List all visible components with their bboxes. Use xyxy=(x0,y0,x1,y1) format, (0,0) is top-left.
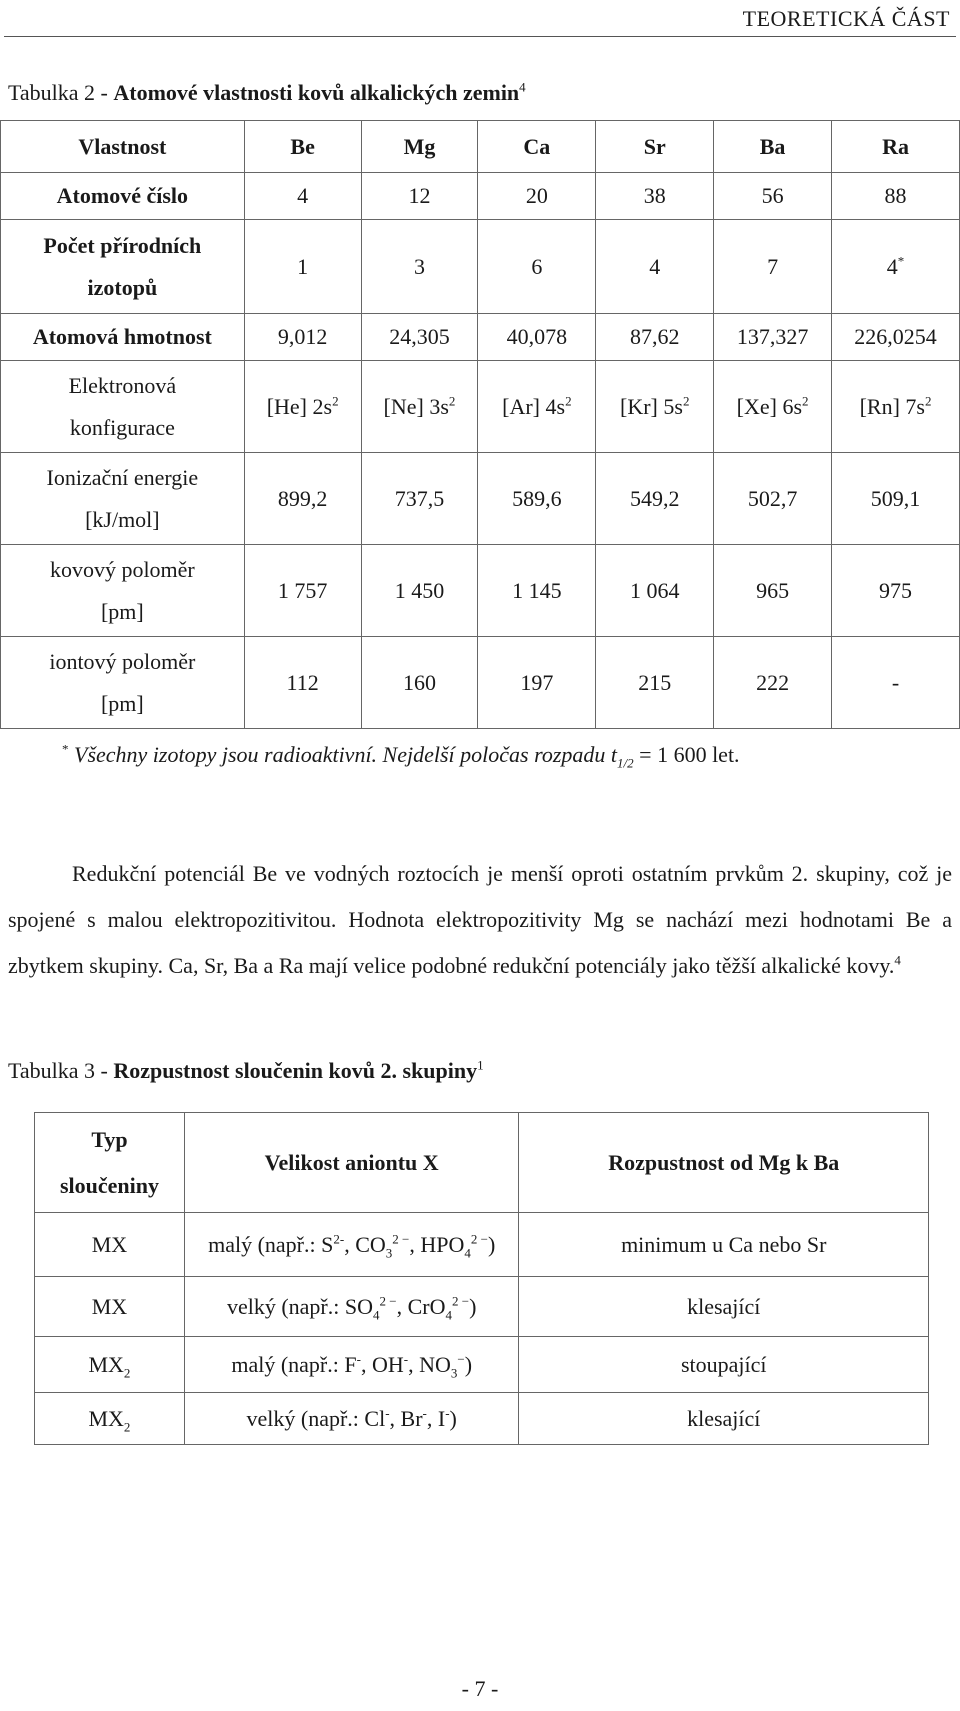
formula: HPO xyxy=(420,1231,465,1257)
config: [Rn] 7s xyxy=(859,393,925,419)
table2-row-label xyxy=(1,637,245,729)
table2-row xyxy=(1,637,960,729)
table2-row xyxy=(1,361,960,453)
paragraph-text: Redukční potenciál Be ve vodných roztocích je menší oproti ostatním prvkům 2. skupiny, což je spojené s malou elektropozitivitou. Hodnota elektropozitivity Mg se nachází mezi hodnotami Be a zbytkem skupiny. Ca, Sr, Ba a Ra mají velice podobné redukční potenciály jako těžší alkalické kovy. xyxy=(8,861,952,978)
config-exp: 2 xyxy=(802,393,809,409)
table3-anion-cell: malý (např.: $S^{2-}$, $CO_3^{2 -}$, $HPO_4^{2 -}$) xyxy=(184,1213,519,1277)
charge: - xyxy=(385,1405,390,1421)
table3-row xyxy=(35,1337,929,1393)
charge: − xyxy=(457,1351,465,1367)
table2-cell xyxy=(714,361,832,453)
label-line: Elektronová xyxy=(68,372,177,398)
label-line: Ionizační energie xyxy=(46,464,199,490)
table2-cell: - xyxy=(832,637,960,729)
table3-sol-cell: stoupající xyxy=(519,1337,929,1393)
table2-cell: 1 757 xyxy=(244,545,361,637)
table2-cell: 975 xyxy=(832,545,960,637)
formula: I xyxy=(437,1405,446,1431)
label-line: konfigurace xyxy=(69,414,175,440)
config: [Ne] 3s xyxy=(383,393,449,419)
table2-cell: 88 xyxy=(832,173,960,220)
table2-cell: 38 xyxy=(596,173,714,220)
anion-prefix: velký (např.: xyxy=(246,1405,365,1431)
table3-type-cell: MX xyxy=(35,1277,185,1337)
charge: - xyxy=(422,1405,427,1421)
formula: OH xyxy=(371,1351,404,1377)
table2-cell: 737,5 xyxy=(361,453,478,545)
table2-cell: 502,7 xyxy=(714,453,832,545)
table2-row xyxy=(1,173,960,220)
formula: NO xyxy=(419,1351,451,1377)
table2-cell: 226,0254 xyxy=(832,314,960,361)
table2-cell: 12 xyxy=(361,173,478,220)
table3-header-cell xyxy=(35,1113,185,1213)
table2-cell: 4 xyxy=(244,173,361,220)
paragraph-ref: 4 xyxy=(894,952,901,968)
label-line: [pm] xyxy=(100,598,144,624)
table2-cell xyxy=(478,361,596,453)
sub-index: 4 xyxy=(373,1306,380,1322)
header-line: sloučeniny xyxy=(59,1172,159,1198)
table3-caption xyxy=(8,1058,484,1084)
formula: Br xyxy=(400,1405,423,1431)
table2-caption xyxy=(8,80,526,106)
footnote-mark: * xyxy=(62,741,69,757)
table2-row xyxy=(1,453,960,545)
table3-row xyxy=(35,1277,929,1337)
table2-cell: 965 xyxy=(714,545,832,637)
table2-cell: 899,2 xyxy=(244,453,361,545)
table3-anion-cell: velký (např.: $SO_4^{2 -}$, CrO$_4^{2 -}$) xyxy=(184,1277,519,1337)
table2-cell: 1 145 xyxy=(478,545,596,637)
table2-header-cell: Vlastnost xyxy=(1,121,245,173)
charge: 2 − xyxy=(392,1231,410,1247)
table3 xyxy=(34,1112,929,1445)
table2-cell: 222 xyxy=(714,637,832,729)
table3-sol-cell: klesající xyxy=(519,1277,929,1337)
config: [Kr] 5s xyxy=(620,393,683,419)
table3-anion-cell: malý (např.: F-, OH-, $NO_3^-$) xyxy=(184,1337,519,1393)
table2-cell xyxy=(361,361,478,453)
table2-cell: 215 xyxy=(596,637,714,729)
table2-row-label xyxy=(1,453,245,545)
table2-cell: 589,6 xyxy=(478,453,596,545)
table3-sol-cell: minimum u Ca nebo Sr xyxy=(519,1213,929,1277)
table2-cell: 4 xyxy=(596,220,714,314)
table2-caption-prefix: Tabulka 2 - xyxy=(8,80,114,105)
table2-cell: 6 xyxy=(478,220,596,314)
formula: CrO xyxy=(407,1293,446,1319)
config-exp: 2 xyxy=(565,393,572,409)
config: [He] 2s xyxy=(266,393,333,419)
table3-type-cell: MX xyxy=(35,1213,185,1277)
table2 xyxy=(0,120,960,729)
table2-row-label xyxy=(1,220,245,314)
table2-header-cell: Sr xyxy=(596,121,714,173)
table2-cell: 1 450 xyxy=(361,545,478,637)
sub-index: 4 xyxy=(464,1244,471,1260)
formula: CO xyxy=(355,1231,386,1257)
label-line: Počet přírodních xyxy=(43,232,202,258)
table2-cell: 3 xyxy=(361,220,478,314)
table2-header-cell: Be xyxy=(244,121,361,173)
table3-caption-ref: 1 xyxy=(477,1057,484,1073)
table2-caption-ref: 4 xyxy=(519,79,526,95)
charge: 2- xyxy=(333,1231,345,1247)
table2-header-cell: Ba xyxy=(714,121,832,173)
config-exp: 2 xyxy=(332,393,339,409)
table2-cell: 24,305 xyxy=(361,314,478,361)
table2-cell: 137,327 xyxy=(714,314,832,361)
config-exp: 2 xyxy=(924,393,932,409)
config-exp: 2 xyxy=(682,393,690,409)
table2-cell: 1 064 xyxy=(596,545,714,637)
label-line: [pm] xyxy=(100,690,144,716)
anion-prefix: malý (např.: xyxy=(231,1351,345,1377)
anion-prefix: malý (např.: xyxy=(208,1231,322,1257)
table2-header-cell: Ca xyxy=(478,121,596,173)
table3-caption-title: Rozpustnost sloučenin kovů 2. skupiny xyxy=(113,1058,478,1083)
table2-row xyxy=(1,220,960,314)
table2-cell xyxy=(832,361,960,453)
table3-header-row xyxy=(35,1113,929,1213)
formula: SO xyxy=(344,1293,373,1319)
table2-header-cell: Ra xyxy=(832,121,960,173)
asterisk-mark: * xyxy=(897,253,905,269)
charge: - xyxy=(445,1405,450,1421)
charge: - xyxy=(356,1351,361,1367)
table3-row xyxy=(35,1393,929,1445)
sub-index: 4 xyxy=(445,1306,452,1322)
charge: 2 − xyxy=(379,1293,397,1309)
table2-cell: 509,1 xyxy=(832,453,960,545)
config: [Ar] 4s xyxy=(502,393,566,419)
table2-cell: 56 xyxy=(714,173,832,220)
table2-cell: 20 xyxy=(478,173,596,220)
table2-cell xyxy=(832,220,960,314)
charge: 2 − xyxy=(470,1231,488,1247)
table2-caption-title: Atomové vlastnosti kovů alkalických zemin xyxy=(113,80,520,105)
table2-cell: 112 xyxy=(244,637,361,729)
table2-row-label: Atomové číslo xyxy=(1,173,245,220)
table2-cell: 40,078 xyxy=(478,314,596,361)
table2-row-label xyxy=(1,361,245,453)
charge: 2 − xyxy=(451,1293,470,1309)
table2-cell: 1 xyxy=(244,220,361,314)
table2-cell: 160 xyxy=(361,637,478,729)
charge: - xyxy=(403,1351,409,1367)
table3-type-cell xyxy=(35,1393,185,1445)
formula: F xyxy=(344,1351,357,1377)
header-rule xyxy=(4,36,956,37)
formula: Cl xyxy=(364,1405,386,1431)
type-formula: MX xyxy=(88,1405,124,1431)
label-line: kovový poloměr xyxy=(49,556,195,582)
table2-cell: 7 xyxy=(714,220,832,314)
table2-cell: 197 xyxy=(478,637,596,729)
table3-caption-prefix: Tabulka 3 - xyxy=(8,1058,114,1083)
formula: S xyxy=(321,1231,334,1257)
label-line: iontový poloměr xyxy=(49,648,196,674)
table3-header-cell: Rozpustnost od Mg k Ba xyxy=(519,1113,929,1213)
paragraph xyxy=(8,851,952,989)
table2-header-row xyxy=(1,121,960,173)
table2-cell: 549,2 xyxy=(596,453,714,545)
label-line: [kJ/mol] xyxy=(85,506,160,532)
page-number: - 7 - xyxy=(461,1676,499,1701)
table3-sol-cell: klesající xyxy=(519,1393,929,1445)
footnote-text: Všechny izotopy jsou radioaktivní. Nejdelší poločas rozpadu t xyxy=(74,742,618,767)
anion-prefix: velký (např.: xyxy=(226,1293,345,1319)
table3-header-cell: Velikost aniontu X xyxy=(184,1113,519,1213)
table2-cell: 9,012 xyxy=(244,314,361,361)
table3-row xyxy=(35,1213,929,1277)
table2-row xyxy=(1,314,960,361)
table2-header-cell: Mg xyxy=(361,121,478,173)
sub-index: 3 xyxy=(385,1244,393,1260)
table2-cell: 87,62 xyxy=(596,314,714,361)
table2-footnote xyxy=(62,741,740,771)
table2-cell xyxy=(244,361,361,453)
table3-type-cell xyxy=(35,1337,185,1393)
table3-anion-cell: velký (např.: Cl-, Br-, I-) xyxy=(184,1393,519,1445)
sub-index: 3 xyxy=(450,1364,458,1380)
footnote-rest: = 1 600 let. xyxy=(633,742,740,767)
config-exp: 2 xyxy=(448,393,456,409)
table2-row-label: Atomová hmotnost xyxy=(1,314,245,361)
table2-row-label xyxy=(1,545,245,637)
header-line: Typ xyxy=(91,1126,128,1152)
cell-value: 4 xyxy=(886,253,898,279)
label-line: izotopů xyxy=(87,274,158,300)
config: [Xe] 6s xyxy=(736,393,803,419)
table2-row xyxy=(1,545,960,637)
footnote-sub: 1/2 xyxy=(617,755,634,771)
sub-index: 2 xyxy=(123,1418,131,1434)
table2-cell xyxy=(596,361,714,453)
header-title: TEORETICKÁ ČÁST xyxy=(742,6,950,31)
type-formula: MX xyxy=(88,1351,124,1377)
sub-index: 2 xyxy=(123,1364,131,1380)
